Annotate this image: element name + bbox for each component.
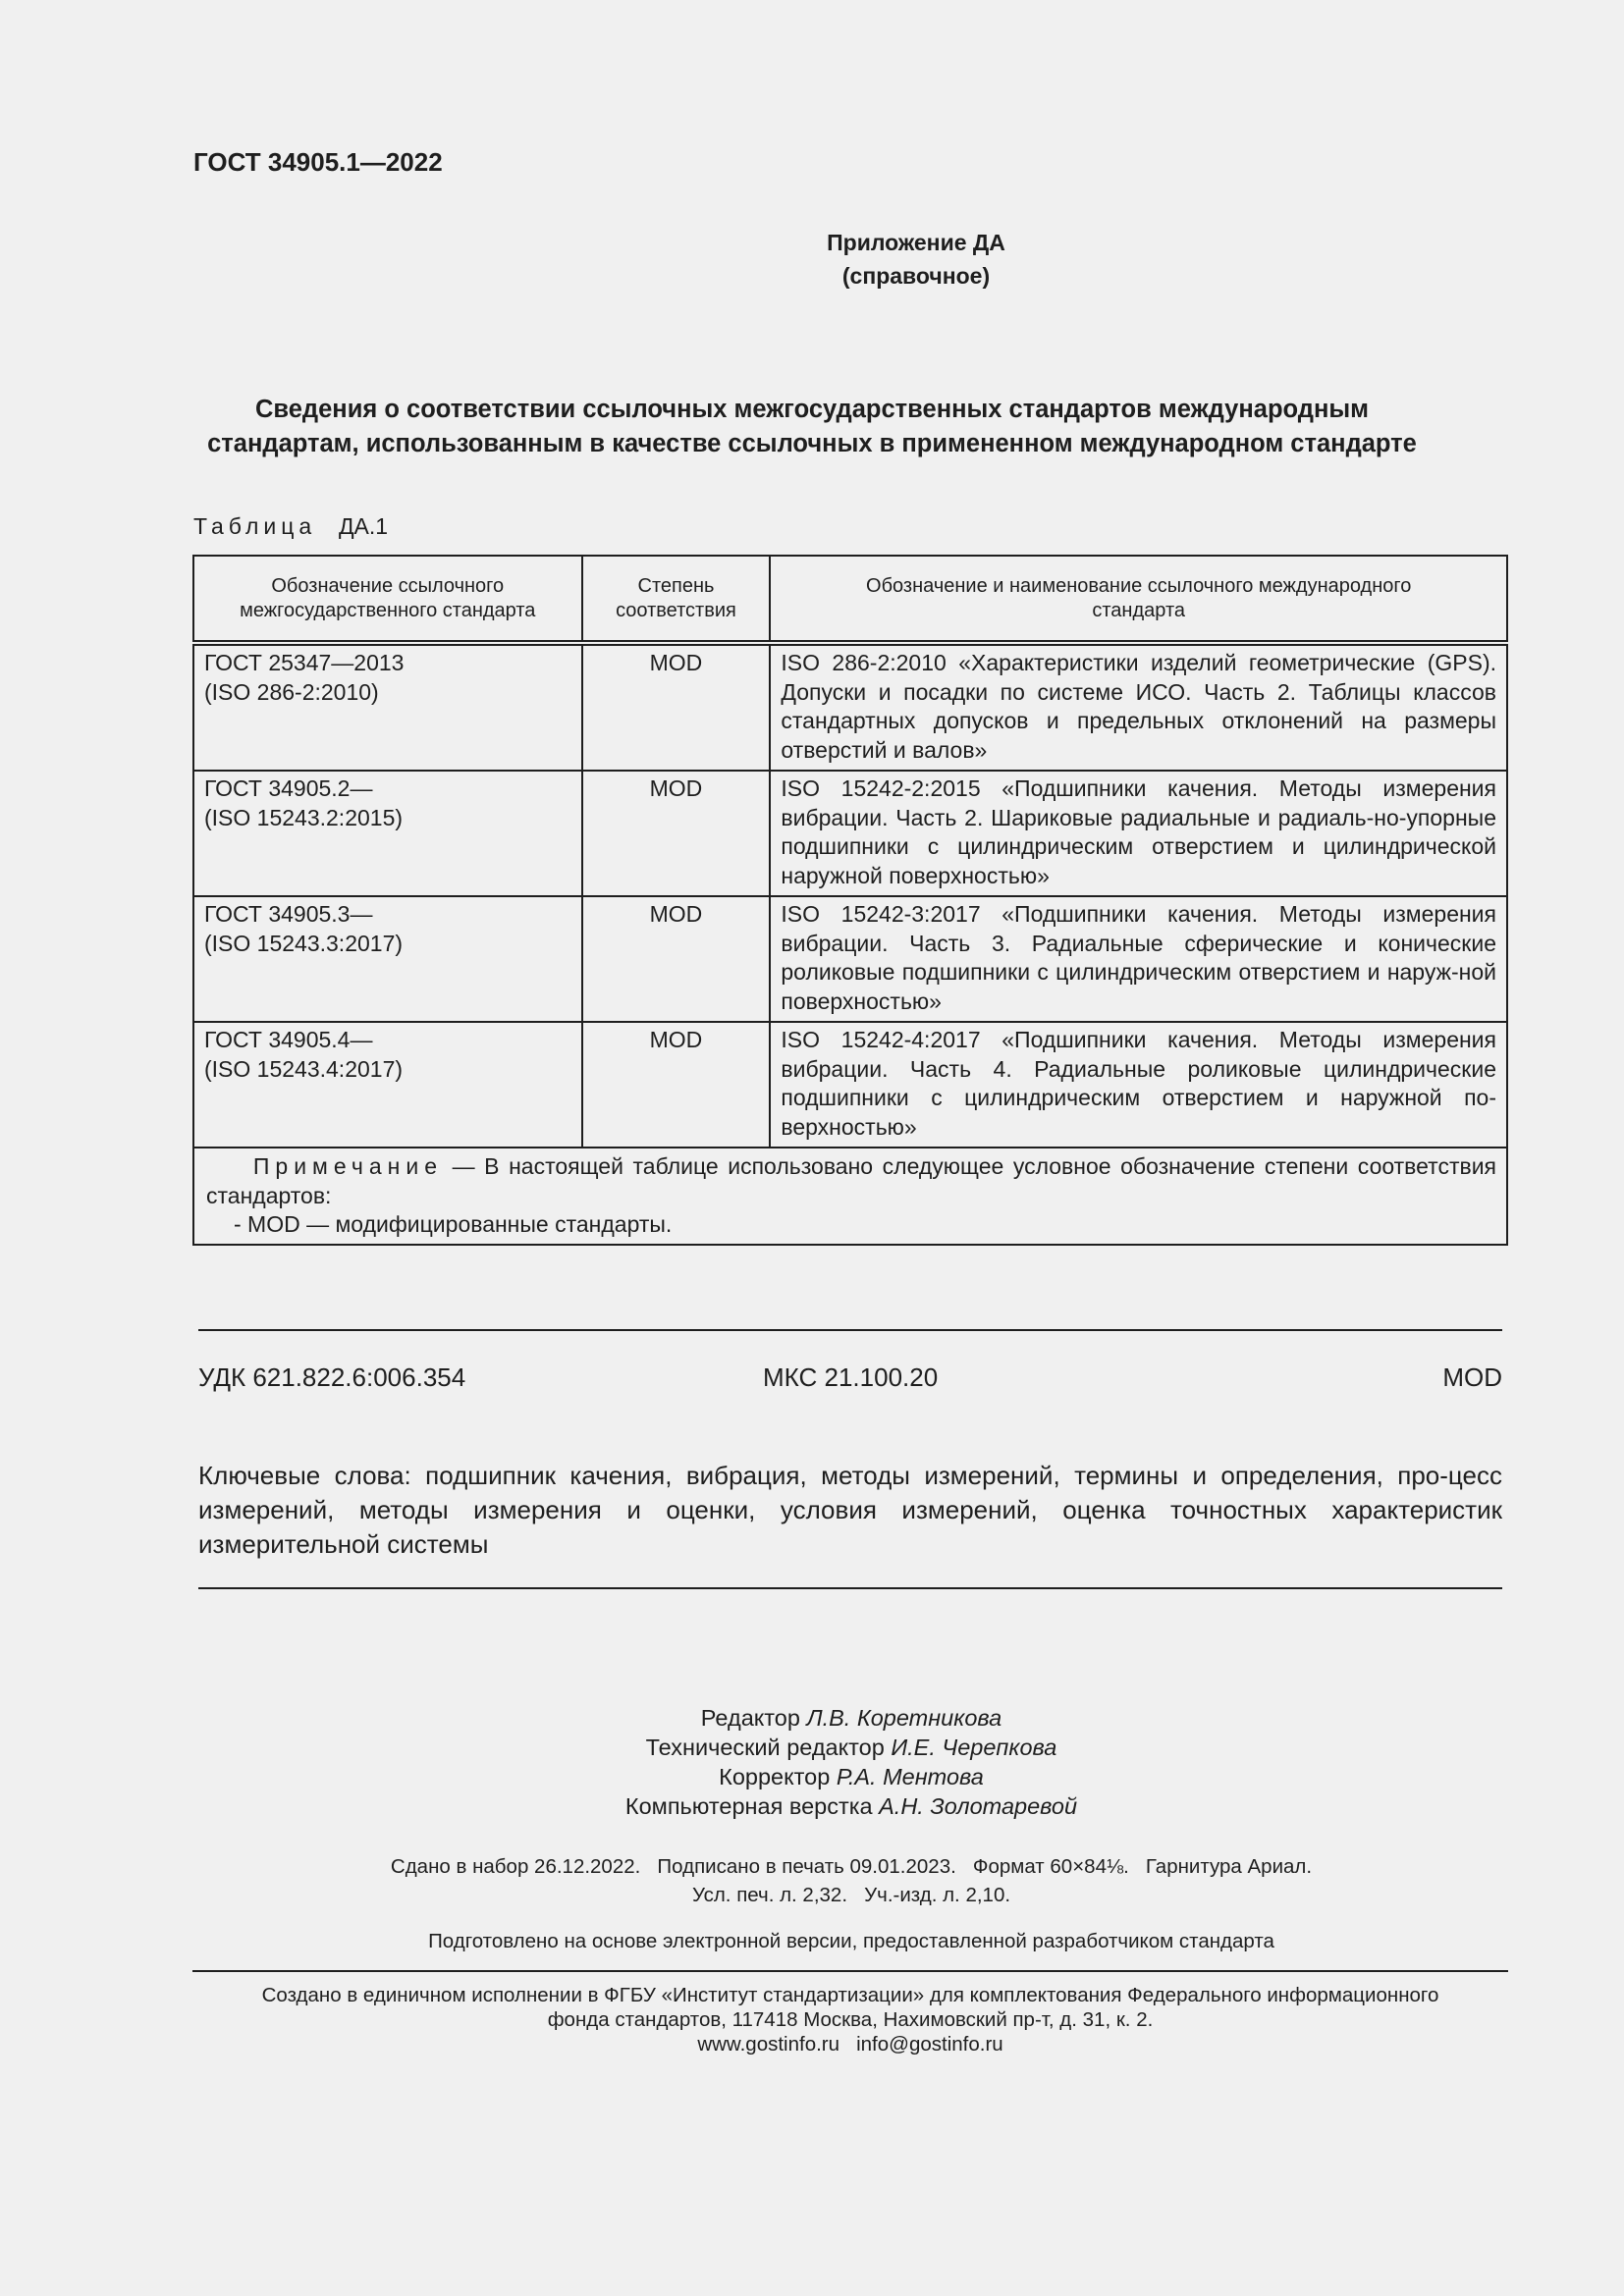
table-row — [193, 643, 1507, 771]
table-note — [193, 1148, 1507, 1245]
gost-cell: ГОСТ 34905.4— (ISO 15243.4:2017) — [193, 1022, 582, 1148]
section-title — [137, 393, 1487, 461]
editor-credit: Редактор Л.В. Коретникова — [700, 1705, 1002, 1731]
keywords-paragraph: Ключевые слова: подшипник качения, вибрация, методы измерений, термины и определения, про-цесс измерений, методы измерения и оценки, условия измерений, оценка точностных характеристик измерительной системы — [198, 1461, 1502, 1559]
section-title-line: Сведения о соответствии ссылочных межгосударственных стандартов международным — [255, 396, 1369, 423]
mks-code: МКС 21.100.20 — [763, 1362, 939, 1392]
publisher-info — [192, 1983, 1508, 2056]
publisher-line: Создано в единичном исполнении в ФГБУ «Институт стандартизации» для комплектования Федерального информационного — [261, 1984, 1439, 2006]
document-code: ГОСТ 34905.1—2022 — [193, 147, 443, 177]
tech-editor-credit: Технический редактор И.Е. Черепкова — [645, 1735, 1057, 1760]
table-caption — [193, 513, 388, 540]
print-info — [0, 1852, 1624, 1909]
table-caption-number: ДА.1 — [338, 513, 389, 539]
annex-subtitle: (справочное) — [841, 263, 991, 289]
proofreader-credit: Корректор Р.А. Ментова — [719, 1764, 984, 1789]
layout-credit: Компьютерная верстка А.Н. Золотаревой — [624, 1793, 1078, 1819]
gost-cell: ГОСТ 34905.2— (ISO 15243.2:2015) — [193, 771, 582, 896]
footer-divider — [192, 1970, 1508, 1972]
credits-block — [0, 1703, 1624, 1821]
publisher-contacts: www.gostinfo.ru info@gostinfo.ru — [697, 2033, 1003, 2056]
table-header-row — [193, 556, 1507, 643]
reference-standards-table — [192, 555, 1508, 1246]
print-info-line: Сдано в набор 26.12.2022. Подписано в печать 09.01.2023. Формат 60×84⅛. Гарнитура Ариал. — [390, 1855, 1313, 1878]
degree-cell: MOD — [582, 1022, 771, 1148]
publisher-line: фонда стандартов, 117418 Москва, Нахимовский пр-т, д. 31, к. 2. — [547, 2008, 1154, 2031]
note-item: - MOD — модифицированные стандарты. — [234, 1211, 673, 1237]
gost-cell: ГОСТ 34905.3— (ISO 15243.3:2017) — [193, 896, 582, 1022]
classification-row — [198, 1362, 1502, 1393]
table-note-row — [193, 1148, 1507, 1245]
international-title-cell: ISO 15242-4:2017 «Подшипники качения. Методы измерения вибрации. Часть 4. Радиальные роликовые цилиндрические подшипники с цилиндрическим отверстием и наружной по-верхностью» — [770, 1022, 1507, 1148]
note-label: Примечание — [252, 1153, 444, 1179]
degree-cell: MOD — [582, 771, 771, 896]
prepared-note: Подготовлено на основе электронной версии, предоставленной разработчиком стандарта — [428, 1930, 1274, 1952]
table-row — [193, 1022, 1507, 1148]
divider-top — [198, 1329, 1502, 1331]
degree-cell: MOD — [582, 643, 771, 771]
divider-bottom — [198, 1587, 1502, 1589]
table-caption-label: Таблица — [193, 513, 317, 539]
print-info-line: Усл. печ. л. 2,32. Уч.-изд. л. 2,10. — [691, 1884, 1011, 1906]
udk-code: УДК 621.822.6:006.354 — [198, 1362, 466, 1392]
table-row — [193, 771, 1507, 896]
international-title-cell: ISO 15242-3:2017 «Подшипники качения. Методы измерения вибрации. Часть 3. Радиальные сферические и конические роликовые подшипники с цилиндрическим отверстием и наруж-ной поверхностью» — [770, 896, 1507, 1022]
annex-title: Приложение ДА — [827, 230, 1005, 255]
table-row — [193, 896, 1507, 1022]
gost-cell: ГОСТ 25347—2013 (ISO 286-2:2010) — [193, 643, 582, 771]
note-text: — В настоящей таблице использовано следующее условное обозначение степени соответствия стандартов: — [206, 1153, 1496, 1208]
annex-heading — [0, 226, 1624, 293]
header-interstate-standard: Обозначение ссылочного межгосударственного стандарта — [193, 556, 582, 643]
degree-cell: MOD — [582, 896, 771, 1022]
international-title-cell: ISO 286-2:2010 «Характеристики изделий геометрические (GPS). Допуски и посадки по системе ИСО. Часть 2. Таблицы классов стандартных допусков и предельных отклонений на размеры отверстий и валов» — [770, 643, 1507, 771]
header-degree: Степень соответствия — [582, 556, 771, 643]
section-title-line: стандартам, использованным в качестве ссылочных в примененном международном стандарте — [207, 430, 1417, 457]
conformity-degree: MOD — [1442, 1362, 1502, 1392]
header-international-standard: Обозначение и наименование ссылочного международного стандарта — [770, 556, 1507, 643]
international-title-cell: ISO 15242-2:2015 «Подшипники качения. Методы измерения вибрации. Часть 2. Шариковые радиальные и радиаль-но-упорные подшипники с цилиндрическим отверстием и цилиндрической наружной поверхностью» — [770, 771, 1507, 896]
